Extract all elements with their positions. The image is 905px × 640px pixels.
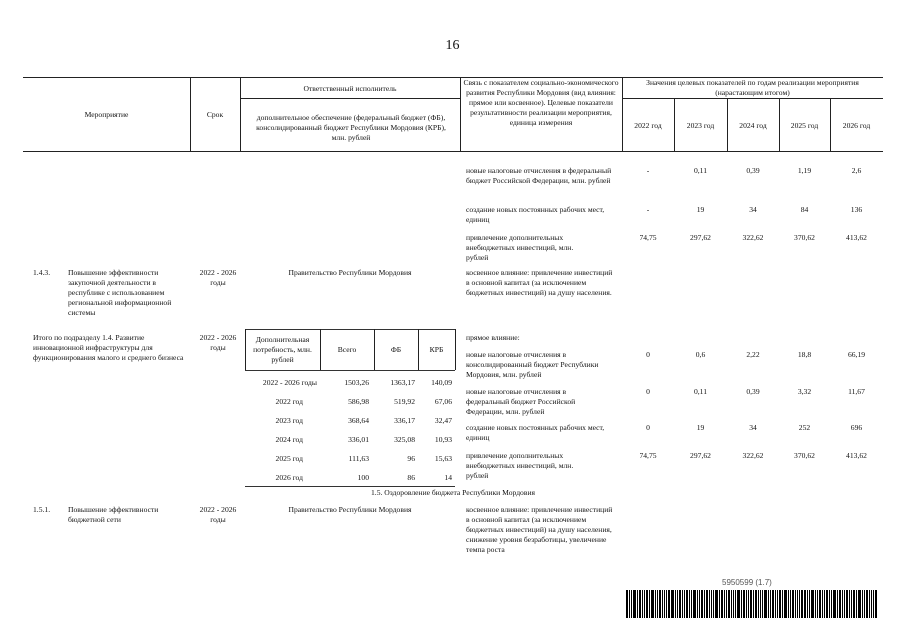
funding-krb: 140,09 [431, 378, 452, 387]
value-cell: 0,39 [746, 166, 760, 175]
funding-total: 336,01 [348, 435, 369, 444]
header-event: Мероприятие [84, 110, 129, 119]
barcode-bar [837, 590, 838, 618]
barcode-bar [626, 590, 628, 618]
barcode-bar [797, 590, 798, 618]
value-cell: 297,62 [690, 233, 711, 242]
subtable-header-bottom [245, 370, 455, 371]
barcode-bar [853, 590, 855, 618]
funding-period: 2026 год [275, 473, 303, 482]
barcode-bar [668, 590, 670, 618]
value-cell: 0 [646, 423, 650, 432]
funding-period: 2023 год [275, 416, 303, 425]
barcode-bar [706, 590, 708, 618]
barcode-bar [697, 590, 698, 618]
barcode-bar [693, 590, 696, 618]
barcode-bar [655, 590, 656, 618]
funding-krb: 10,93 [434, 435, 452, 444]
barcode-bar [777, 590, 778, 618]
barcode-bar [833, 590, 836, 618]
barcode-bar [775, 590, 776, 618]
barcode-bar [639, 590, 641, 618]
indicator-text: привлечение дополнительных внебюджетных инвестиций, млн. рублей [466, 233, 574, 262]
barcode-bar [689, 590, 690, 618]
barcode-bar [779, 590, 781, 618]
barcode-bar [631, 590, 632, 618]
barcode-bar [677, 590, 678, 618]
row-number: 1.4.3. [33, 268, 51, 277]
barcode-bar [758, 590, 759, 618]
barcode-bar [864, 590, 865, 618]
indicator-text: косвенное влияние: привлечение инвестиций в основной капитал (за исключением бюджетных инвестиций) на душу населения. [466, 268, 613, 297]
header-bottom-border [23, 151, 883, 152]
subtable-total-header: Всего [337, 345, 357, 354]
barcode-bar [741, 590, 742, 618]
barcode-bar [646, 590, 648, 618]
value-cell: 370,62 [794, 451, 815, 460]
value-cell: 370,62 [794, 233, 815, 242]
value-cell: 66,19 [847, 350, 866, 359]
funding-fb: 1363,17 [390, 378, 415, 387]
barcode-bar [659, 590, 661, 618]
subtotal-term: 2022 - 2026 годы [199, 333, 237, 352]
value-cell: - [646, 166, 650, 175]
barcode-bar [642, 590, 643, 618]
barcode-bar [684, 590, 685, 618]
barcode-bar [831, 590, 832, 618]
value-cell: 2,22 [746, 350, 760, 359]
barcode-bar [743, 590, 745, 618]
barcode-bar [726, 590, 727, 618]
barcode-bar [679, 590, 681, 618]
funding-krb: 15,63 [434, 454, 452, 463]
barcode-bar [819, 590, 821, 618]
funding-period: 2022 год [275, 397, 303, 406]
funding-total: 111,63 [348, 454, 369, 463]
barcode-bar [675, 590, 676, 618]
responsible: Правительство Республики Мордовия [288, 505, 412, 514]
value-cell: 1,19 [797, 166, 812, 175]
barcode-bar [772, 590, 774, 618]
barcode-bar [724, 590, 725, 618]
barcode-bar [811, 590, 814, 618]
year-2023: 2023 год [686, 121, 715, 130]
barcode-bar [762, 590, 763, 618]
barcode-bar [719, 590, 720, 618]
subtable-need-header: Дополнительная потребность, млн. рублей [253, 335, 312, 364]
barcode-bar [858, 590, 861, 618]
barcode-bar [721, 590, 723, 618]
indicator-text: создание новых постоянных рабочих мест, единиц [466, 205, 605, 224]
event-term: 2022 - 2026 годы [199, 268, 237, 287]
barcode-bar [671, 590, 674, 618]
funding-total: 368,64 [348, 416, 369, 425]
value-cell: 74,75 [639, 233, 657, 242]
barcode-bar [824, 590, 825, 618]
barcode-bar [851, 590, 852, 618]
barcode-bar [873, 590, 874, 618]
barcode-bar [733, 590, 734, 618]
barcode-bar [871, 590, 872, 618]
barcode-bar [666, 590, 667, 618]
barcode-bar [782, 590, 783, 618]
value-cell: 19 [696, 205, 705, 214]
value-cell: 413,62 [846, 451, 867, 460]
funding-fb: 336,17 [394, 416, 415, 425]
barcode-bar [792, 590, 794, 618]
subtable-top [245, 329, 455, 330]
value-cell: 297,62 [690, 451, 711, 460]
barcode-bar [644, 590, 645, 618]
barcode-bar [735, 590, 736, 618]
row-number: 1.5.1. [33, 505, 51, 514]
barcode-bar [764, 590, 767, 618]
header-link: Связь с показателем социально-экономического развития Республики Мордовия (вид влияния: прямое или косвенное). Целевые показатели результативности реализации мероприятия, единица измерения [463, 78, 619, 127]
funding-period: 2022 - 2026 годы [262, 378, 317, 387]
value-cell: 11,67 [848, 387, 865, 396]
barcode-bar [770, 590, 771, 618]
barcode-bar [750, 590, 752, 618]
barcode-bar [753, 590, 754, 618]
value-cell: 34 [749, 205, 757, 214]
funding-period: 2024 год [275, 435, 303, 444]
value-cell: 84 [800, 205, 809, 214]
value-cell: 0 [646, 387, 650, 396]
values-subheader-divider [622, 98, 883, 99]
barcode-bar [826, 590, 828, 618]
barcode-bar [746, 590, 747, 618]
event-term: 2022 - 2026 годы [199, 505, 237, 524]
value-cell: 0 [646, 350, 650, 359]
barcode-bar [760, 590, 761, 618]
barcode-bar [801, 590, 803, 618]
barcode-bar [649, 590, 650, 618]
barcode-bar [862, 590, 863, 618]
value-cell: 322,62 [742, 451, 764, 460]
indicator-text: косвенное влияние: привлечение инвестиций в основной капитал (за исключением бюджетных инвестиций) на душу населения, снижение уровня безработицы, увеличение темпа роста [466, 505, 613, 554]
subtable-col-4 [455, 329, 456, 370]
event-name: Повышение эффективности закупочной деятельности в республике с использованием региональной информационной системы [68, 268, 172, 317]
year-2024: 2024 год [739, 121, 767, 130]
barcode-bar [709, 590, 710, 618]
barcode-bar [629, 590, 630, 618]
barcode-bar [784, 590, 787, 618]
barcode-bar [846, 590, 848, 618]
indicator-text: создание новых постоянных рабочих мест, единиц [466, 423, 605, 442]
barcode-bar [686, 590, 688, 618]
value-cell: 136 [850, 205, 863, 214]
indicator-text: привлечение дополнительных внебюджетных инвестиций, млн. рублей [466, 451, 574, 480]
barcode-bar [737, 590, 740, 618]
barcode-bar [691, 590, 692, 618]
barcode-bar [869, 590, 870, 618]
header-funding: дополнительное обеспечение (федеральный бюджет (ФБ), консолидированный бюджет Республики Мордовия (КРБ), млн. рублей [256, 113, 446, 142]
barcode-bar [713, 590, 714, 618]
barcode-bar [809, 590, 810, 618]
funding-total: 1503,26 [344, 378, 369, 387]
barcode-bar [829, 590, 830, 618]
indicator-text: новые налоговые отчисления в консолидированный бюджет Республики Мордовия, млн. рублей [466, 350, 599, 379]
barcode-bar [701, 590, 703, 618]
event-name: Повышение эффективности бюджетной сети [68, 505, 159, 524]
influence-label: прямое влияние: [466, 333, 520, 342]
col-border-4 [622, 77, 623, 151]
barcode-bar [662, 590, 663, 618]
barcode-bar [866, 590, 868, 618]
value-cell: 322,62 [742, 233, 764, 242]
funding-period: 2025 год [275, 454, 303, 463]
year-2025: 2025 год [790, 121, 819, 130]
value-cell: 18,8 [797, 350, 812, 359]
value-cell: 413,62 [846, 233, 867, 242]
barcode-bar [804, 590, 806, 618]
funding-fb: 519,92 [394, 397, 415, 406]
barcode-bar [799, 590, 800, 618]
page-number: 16 [445, 38, 460, 53]
barcode-bar [844, 590, 845, 618]
value-cell: 34 [749, 423, 757, 432]
value-cell: 252 [798, 423, 811, 432]
year-2022: 2022 год [634, 121, 662, 130]
barcode-bar [657, 590, 658, 618]
barcode-bar [856, 590, 857, 618]
funding-total: 100 [357, 473, 369, 482]
barcode-bar [637, 590, 638, 618]
barcode-bar [875, 590, 877, 618]
barcode-bar [664, 590, 665, 618]
barcode-bar [842, 590, 843, 618]
barcode-bar [715, 590, 718, 618]
value-cell: 2,6 [851, 166, 862, 175]
funding-total: 586,98 [348, 397, 369, 406]
funding-krb: 32,47 [434, 416, 452, 425]
value-cell: 0,11 [693, 166, 707, 175]
barcode-bar [704, 590, 705, 618]
barcode-bar [731, 590, 732, 618]
responsible: Правительство Республики Мордовия [288, 268, 412, 277]
barcode-bar [817, 590, 818, 618]
barcode-bar [788, 590, 789, 618]
value-cell: 0,6 [695, 350, 706, 359]
indicator-text: новые налоговые отчисления в федеральный бюджет Российской Федерации, млн. рублей [466, 387, 576, 416]
barcode-bar [795, 590, 796, 618]
funding-krb: 14 [444, 473, 452, 482]
value-cell: 0,39 [746, 387, 760, 396]
barcode-bar [839, 590, 841, 618]
barcode-bar [711, 590, 712, 618]
year-2026: 2026 год [842, 121, 871, 130]
subtable-col-0 [245, 329, 246, 370]
barcode-bar [768, 590, 769, 618]
barcode-image [626, 590, 882, 618]
barcode-bar [728, 590, 730, 618]
funding-krb: 67,06 [434, 397, 452, 406]
value-cell: 696 [850, 423, 863, 432]
header-responsible: Ответственный исполнитель [303, 84, 397, 93]
funding-fb: 96 [407, 454, 415, 463]
subtotal-name: Итого по подразделу 1.4. Развитие инновационной инфраструктуры для функционирования малого и среднего бизнеса [33, 333, 184, 362]
funding-fb: 325,08 [394, 435, 415, 444]
barcode-bar [748, 590, 749, 618]
subtable-fb-header: ФБ [390, 345, 402, 354]
funding-fb: 86 [407, 473, 415, 482]
barcode-bar [651, 590, 654, 618]
barcode-bar [822, 590, 823, 618]
section-heading: 1.5. Оздоровление бюджета Республики Мордовия [371, 488, 535, 497]
value-cell: 3,32 [797, 387, 812, 396]
subheader-divider [240, 98, 460, 99]
indicator-text: новые налоговые отчисления в федеральный бюджет Российской Федерации, млн. рублей [466, 166, 612, 185]
barcode-bar [682, 590, 683, 618]
barcode-bar [807, 590, 808, 618]
barcode-number: 5950599 (1.7) [722, 578, 772, 587]
value-cell: 19 [696, 423, 705, 432]
barcode-bar [699, 590, 700, 618]
barcode-bar [633, 590, 636, 618]
header-term: Срок [206, 110, 224, 119]
subtable-krb-header: КРБ [429, 345, 444, 354]
value-cell: 74,75 [639, 451, 657, 460]
value-cell: 0,11 [693, 387, 707, 396]
value-cell: - [646, 205, 650, 214]
barcode-bar [790, 590, 791, 618]
barcode-bar [815, 590, 816, 618]
col-border-3 [460, 77, 461, 151]
barcode-bar [849, 590, 850, 618]
header-values: Значения целевых показателей по годам реализации мероприятия (нарастающим итогом) [646, 78, 859, 97]
subtable-bottom [245, 486, 455, 487]
barcode-bar [755, 590, 757, 618]
